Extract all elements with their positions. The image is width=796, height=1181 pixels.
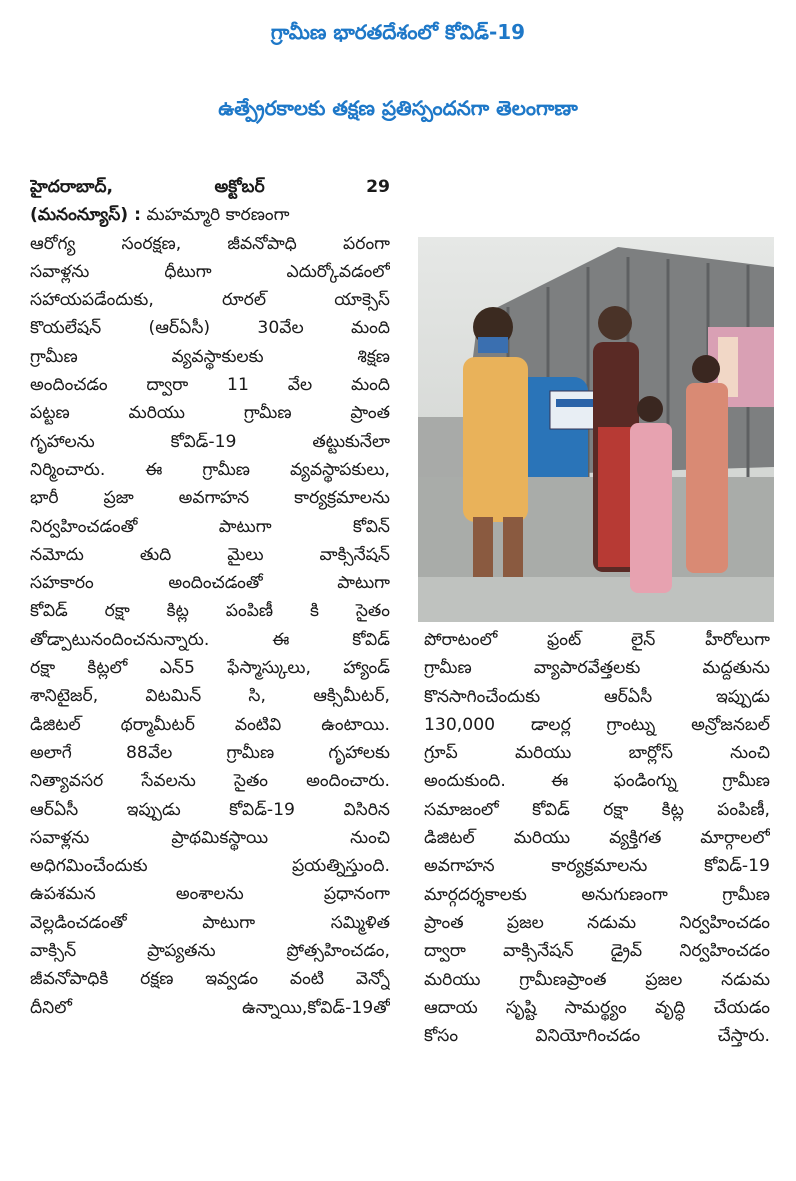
article-line: అధిగమించేందుకు ప్రయత్నిస్తుంది. — [30, 856, 390, 877]
article-line: ఆదాయ సృష్టి సామర్థ్యం వృద్ధి చేయడం — [424, 997, 770, 1018]
article-line: వాక్సిన్ ప్రాప్యతను ప్రోత్సహించడం, — [30, 941, 390, 962]
article-line: డిజిటల్ మరియు వ్యక్తిగత మార్గాలలో — [424, 828, 770, 849]
article-column-1 — [30, 173, 390, 1022]
article-line: కొనసాగించేందుకు ఆర్ఏసీ ఇప్పుడు — [424, 686, 770, 707]
article-line: అవగాహన కార్యక్రమాలను కోవిడ్-19 — [424, 856, 770, 877]
article-line: ఆర్ఏసీ ఇప్పుడు కోవిడ్-19 విసిరిన — [30, 799, 390, 820]
article-line: ప్రాంత ప్రజల నడుమ నిర్వహించడం — [424, 912, 770, 933]
article-line: పోరాటంలో ఫ్రంట్ లైన్ హీరోలుగా — [424, 630, 770, 650]
article-line: డిజిటల్ థర్మామీటర్ వంటివి ఉంటాయి. — [30, 714, 390, 735]
article-line: దీనిలో ఉన్నాయి,కోవిడ్-19తో — [30, 997, 390, 1018]
dateline-city: హైదరాబాద్, — [30, 177, 114, 197]
article-line: సహాయపడేందుకు, రూరల్ యాక్సెస్ — [30, 290, 390, 311]
article-line: కోసం వినియోగించడం చేస్తారు. — [424, 1026, 770, 1047]
article-line: పట్టణ మరియు గ్రామీణ ప్రాంత — [30, 403, 390, 424]
article-line: కోవిడ్ రక్షా కిట్ల పంపిణీ కి సైతం — [30, 601, 390, 622]
dateline-month: అక్టోబర్ — [214, 177, 265, 197]
article-photo — [418, 237, 774, 622]
headline-line-2: ఉత్ప్రేరకాలకు తక్షణ ప్రతిస్పందనగా తెలంగాణా — [218, 96, 578, 120]
article-line: సహకారం అందించడంతో పాటుగా — [30, 573, 390, 594]
dateline-source: (మనంన్యూస్) : — [30, 205, 142, 226]
article-line: భారీ ప్రజా అవగాహన కార్యక్రమాలను — [30, 488, 390, 509]
article-line: రక్షా కిట్లలో ఎన్5 ఫేస్మాస్కులు, హ్యాండ్ — [30, 658, 390, 679]
article-line: వెల్లడించడంతో పాటుగా సమ్మిళిత — [30, 912, 390, 933]
article-line: నిర్వహించడంతో పాటుగా కోవిన్ — [30, 516, 390, 537]
article-line: గ్రామీణ వ్యవస్థాకులకు శిక్షణ — [30, 346, 390, 367]
article-line: గృహాలను కోవిడ్-19 తట్టుకునేలా — [30, 431, 390, 452]
article-line: మార్గదర్శకాలకు అనుగుణంగా గ్రామీణ — [424, 884, 770, 905]
article-column-2 — [424, 626, 770, 1050]
article-line: సవాళ్లను ప్రాథమికస్థాయి నుంచి — [30, 827, 390, 848]
article-line: గ్రూప్ మరియు బార్లోస్ నుంచి — [424, 743, 770, 764]
article-line: సవాళ్లను ధీటుగా ఎదుర్కోవడంలో — [30, 261, 390, 282]
article-line: ద్వారా వాక్సినేషన్ డ్రైవ్ నిర్వహించడం — [424, 941, 770, 962]
article-line: జీవనోపాధికి రక్షణ ఇవ్వడం వంటి వెన్నో — [30, 969, 390, 990]
article-line: శానిటైజర్, విటమిన్ సి, ఆక్సిమీటర్, — [30, 686, 390, 707]
article-line: సమాజంలో కోవిడ్ రక్షా కిట్ల పంపిణీ, — [424, 799, 770, 820]
article-line: నిర్మించారు. ఈ గ్రామీణ వ్యవస్థాపకులు, — [30, 459, 390, 480]
article-line: ఉపశమన అంశాలను ప్రధానంగా — [30, 884, 390, 905]
article-line: మరియు గ్రామీణప్రాంత ప్రజల నడుమ — [424, 969, 770, 990]
dateline-source-row — [30, 201, 390, 229]
article-line: 130,000 డాలర్ల గ్రాంట్ను అన్రోజనబల్ — [424, 714, 770, 735]
article-line: అలాగే 88వేల గ్రామీణ గృహాలకు — [30, 742, 390, 763]
article-line: నమోదు తుది మైలు వాక్సినేషన్ — [30, 544, 390, 565]
headline-line-1: గ్రామీణ భారతదేశంలో కోవిడ్-19 — [270, 20, 526, 44]
article-line: తోడ్పాటునందించనున్నారు. ఈ కోవిడ్ — [30, 629, 390, 650]
dateline-row — [30, 173, 390, 201]
article-line: కొయలేషన్ (ఆర్ఏసీ) 30వేల మంది — [30, 318, 390, 339]
dateline-day: 29 — [366, 177, 390, 197]
article-line: అందుకుంది. ఈ ఫండింగ్ను గ్రామీణ — [424, 771, 770, 792]
photo-illustration — [418, 237, 774, 622]
article-line: గ్రామీణ వ్యాపారవేత్తలకు మద్దతును — [424, 658, 770, 679]
article-line: ఆరోగ్య సంరక్షణ, జీవనోపాధి పరంగా — [30, 233, 390, 254]
article-line: నిత్యావసర సేవలను సైతం అందించారు. — [30, 771, 390, 792]
article-line: అందించడం ద్వారా 11 వేల మంది — [30, 375, 390, 396]
article-line: మహమ్మారి కారణంగా — [146, 205, 290, 226]
